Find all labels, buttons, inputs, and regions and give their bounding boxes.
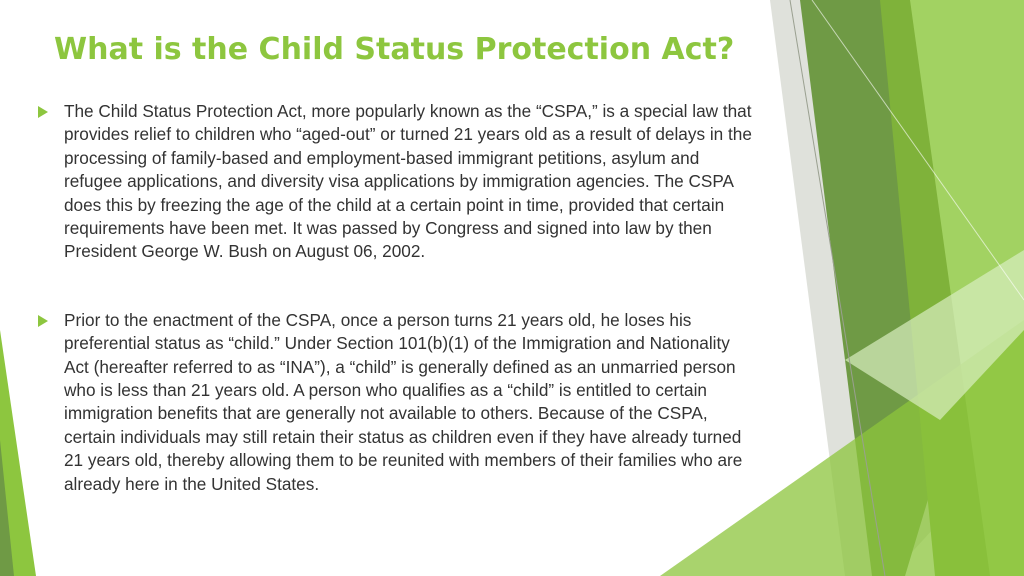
bullet-arrow-icon: [38, 106, 48, 118]
bullet-text: The Child Status Protection Act, more popularly known as the “CSPA,” is a special law that provides relief to children who “aged-out” or turned 21 years old as a result of delays in the processing of family-based and employment-based immigrant petitions, asylum and refugee applications, and diversity visa applications by immigration agencies. The CSPA does this by freezing the age of the child at a certain point in time, provided that certain requirements have been met. It was passed by Congress and signed into law by then President George W. Bush on August 06, 2002.: [64, 101, 752, 262]
slide-title: What is the Child Status Protection Act?: [54, 32, 735, 67]
bullet-item: [36, 100, 756, 264]
bullet-text: Prior to the enactment of the CSPA, once a person turns 21 years old, he loses his preferential status as “child.” Under Section 101(b)(1) of the Immigration and Nationality Act (hereafter referred to as “INA”), a “child” is generally defined as an unmarried person who is less than 21 years old. A person who qualifies as a “child” is entitled to certain immigration benefits that are generally not available to others. Because of the CSPA, certain individuals may still retain their status as children even if they have already turned 21 years old, thereby allowing them to be reunited with members of their families who are already here in the United States.: [64, 309, 743, 494]
bullet-arrow-icon: [38, 315, 48, 327]
bullet-item: [36, 309, 756, 496]
bullet-list: [36, 100, 756, 496]
